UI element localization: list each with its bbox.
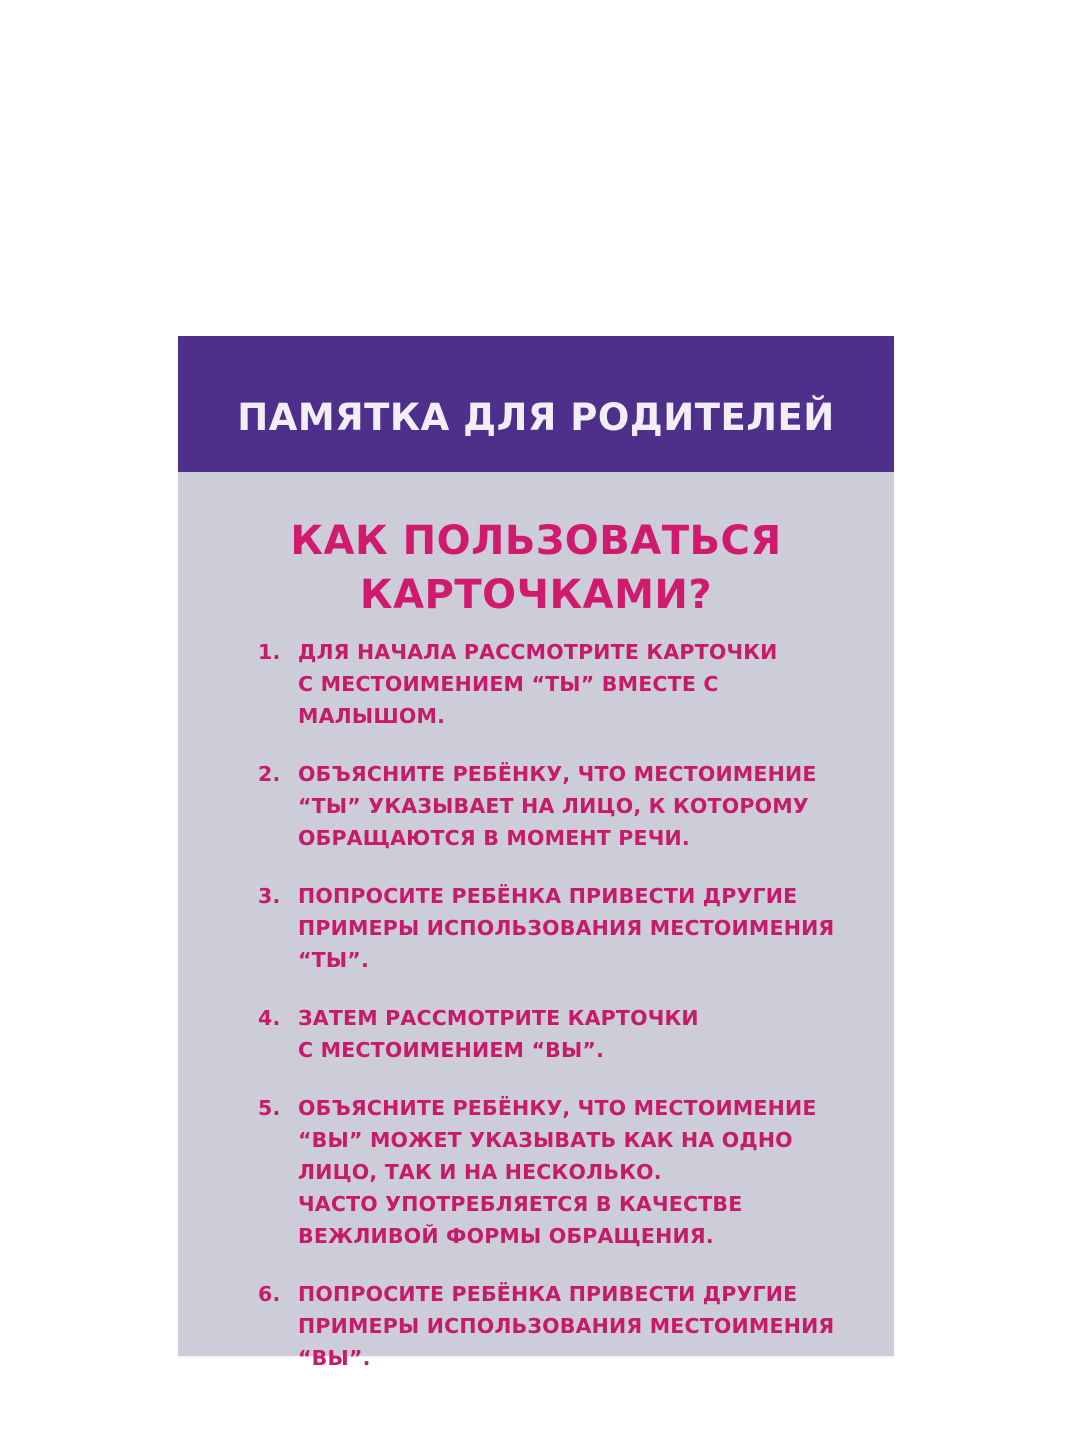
card-title-line-1: КАК ПОЛЬЗОВАТЬСЯ [290, 518, 782, 564]
list-item [258, 880, 868, 976]
step-number: 1. [258, 640, 281, 664]
card-header [178, 336, 894, 472]
step-number: 6. [258, 1282, 281, 1306]
steps-list [258, 636, 868, 1400]
step-text: ОБЪЯСНИТЕ РЕБЁНКУ, ЧТО МЕСТОИМЕНИЕ “ТЫ” УКАЗЫВАЕТ НА ЛИЦО, К КОТОРОМУ ОБРАЩАЮТСЯ В МОМЕНТ РЕЧИ. [298, 762, 817, 850]
instruction-card [178, 336, 894, 1370]
step-text: ДЛЯ НАЧАЛА РАССМОТРИТЕ КАРТОЧКИ С МЕСТОИМЕНИЕМ “ТЫ” ВМЕСТЕ С МАЛЫШОМ. [298, 640, 778, 728]
list-item [258, 758, 868, 854]
list-item [258, 1092, 868, 1252]
step-number: 2. [258, 762, 281, 786]
header-title: ПАМЯТКА ДЛЯ РОДИТЕЛЕЙ [237, 396, 835, 439]
step-number: 3. [258, 884, 281, 908]
list-item [258, 636, 868, 732]
list-item [258, 1278, 868, 1374]
card-title-line-2: КАРТОЧКАМИ? [359, 572, 713, 618]
step-text: ПОПРОСИТЕ РЕБЁНКА ПРИВЕСТИ ДРУГИЕ ПРИМЕРЫ ИСПОЛЬЗОВАНИЯ МЕСТОИМЕНИЯ “ВЫ”. [298, 1282, 835, 1370]
step-number: 5. [258, 1096, 281, 1120]
step-text: ПОПРОСИТЕ РЕБЁНКА ПРИВЕСТИ ДРУГИЕ ПРИМЕРЫ ИСПОЛЬЗОВАНИЯ МЕСТОИМЕНИЯ “ТЫ”. [298, 884, 835, 972]
step-text: ЗАТЕМ РАССМОТРИТЕ КАРТОЧКИ С МЕСТОИМЕНИЕМ “ВЫ”. [298, 1006, 699, 1062]
card-title [178, 514, 894, 622]
step-text: ОБЪЯСНИТЕ РЕБЁНКУ, ЧТО МЕСТОИМЕНИЕ “ВЫ” МОЖЕТ УКАЗЫВАТЬ КАК НА ОДНО ЛИЦО, ТАК И НА НЕСКОЛЬКО. ЧАСТО УПОТРЕБЛЯЕТСЯ В КАЧЕСТВЕ ВЕЖЛИВОЙ ФОРМЫ ОБРАЩЕНИЯ. [298, 1096, 817, 1248]
list-item [258, 1002, 868, 1066]
step-number: 4. [258, 1006, 281, 1030]
